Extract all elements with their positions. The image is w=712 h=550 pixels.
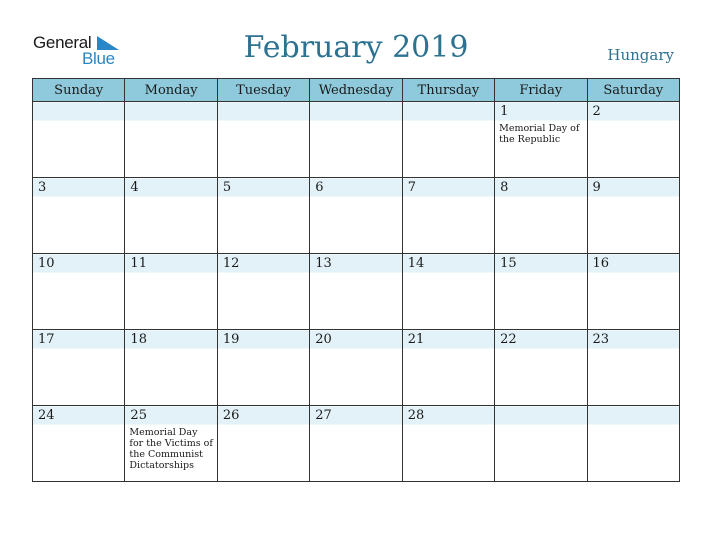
week-row xyxy=(33,254,680,330)
day-number: 27 xyxy=(315,408,332,423)
day-number: 10 xyxy=(38,256,55,271)
day-number: 11 xyxy=(130,256,147,271)
day-number: 2 xyxy=(592,104,601,119)
day-number: 19 xyxy=(222,332,240,347)
weekday-header: Monday xyxy=(125,79,217,102)
day-number: 7 xyxy=(407,180,416,195)
day-cell xyxy=(587,102,679,178)
day-number: 8 xyxy=(500,180,509,195)
day-number xyxy=(125,102,216,121)
day-number: 9 xyxy=(592,180,601,195)
day-number: 18 xyxy=(130,332,147,347)
day-number: 14 xyxy=(407,256,425,271)
day-cell xyxy=(310,178,402,254)
day-cell xyxy=(217,102,309,178)
day-cell xyxy=(33,330,125,406)
day-cell xyxy=(125,254,217,330)
weekday-header-row xyxy=(33,79,680,102)
day-number: 25 xyxy=(130,408,147,423)
day-number xyxy=(495,406,586,425)
day-number: 13 xyxy=(315,256,332,271)
calendar-grid xyxy=(32,78,680,482)
day-number: 12 xyxy=(222,256,240,271)
day-cell xyxy=(33,178,125,254)
day-number: 20 xyxy=(315,332,332,347)
day-cell xyxy=(495,102,587,178)
week-row xyxy=(33,406,680,482)
day-cell xyxy=(587,178,679,254)
day-cell xyxy=(125,178,217,254)
day-number: 28 xyxy=(407,408,425,423)
day-number: 24 xyxy=(38,408,55,423)
day-number: 26 xyxy=(222,408,240,423)
day-cell xyxy=(587,254,679,330)
day-number: 15 xyxy=(500,256,517,271)
logo-text-blue: Blue xyxy=(82,49,115,68)
holiday-label: Memorial Day for the Victims of the Communist Dictatorships xyxy=(129,427,213,471)
day-number: 6 xyxy=(315,180,324,195)
day-number: 4 xyxy=(130,180,139,195)
day-cell xyxy=(125,102,217,178)
weekday-header: Saturday xyxy=(587,79,679,102)
weekday-header: Thursday xyxy=(402,79,494,102)
day-cell xyxy=(495,406,587,482)
logo-text-general: General xyxy=(33,33,92,52)
weekday-header: Friday xyxy=(495,79,587,102)
day-cell xyxy=(310,406,402,482)
day-cell xyxy=(402,330,494,406)
day-cell xyxy=(495,330,587,406)
day-number xyxy=(403,102,494,121)
day-cell xyxy=(587,330,679,406)
day-number xyxy=(310,102,401,121)
day-cell xyxy=(495,254,587,330)
day-cell xyxy=(402,254,494,330)
day-cell xyxy=(310,254,402,330)
page-title: February 2019 xyxy=(243,30,469,65)
day-number xyxy=(33,102,124,121)
day-number: 16 xyxy=(592,256,610,271)
day-number xyxy=(588,406,679,425)
day-cell xyxy=(402,102,494,178)
weekday-header: Wednesday xyxy=(310,79,402,102)
day-number: 17 xyxy=(38,332,55,347)
holiday-label: Memorial Day of the Republic xyxy=(499,123,580,145)
country-label: Hungary xyxy=(607,46,674,64)
day-cell xyxy=(402,178,494,254)
day-cell xyxy=(125,330,217,406)
day-cell xyxy=(33,102,125,178)
day-cell xyxy=(217,254,309,330)
day-cell xyxy=(310,330,402,406)
week-row xyxy=(33,330,680,406)
weekday-header: Tuesday xyxy=(217,79,309,102)
day-cell xyxy=(217,178,309,254)
weekday-header: Sunday xyxy=(33,79,125,102)
day-number xyxy=(218,102,309,121)
day-number: 5 xyxy=(222,180,232,195)
day-cell xyxy=(217,406,309,482)
week-row xyxy=(33,102,680,178)
day-number: 23 xyxy=(592,332,610,347)
day-cell xyxy=(495,178,587,254)
day-cell xyxy=(33,406,125,482)
day-cell xyxy=(125,406,217,482)
day-cell xyxy=(402,406,494,482)
day-number: 21 xyxy=(407,332,425,347)
day-number: 1 xyxy=(500,104,509,119)
day-number: 22 xyxy=(500,332,517,347)
day-cell xyxy=(33,254,125,330)
day-number: 3 xyxy=(38,180,47,195)
day-cell xyxy=(217,330,309,406)
day-cell xyxy=(310,102,402,178)
day-cell xyxy=(587,406,679,482)
week-row xyxy=(33,178,680,254)
